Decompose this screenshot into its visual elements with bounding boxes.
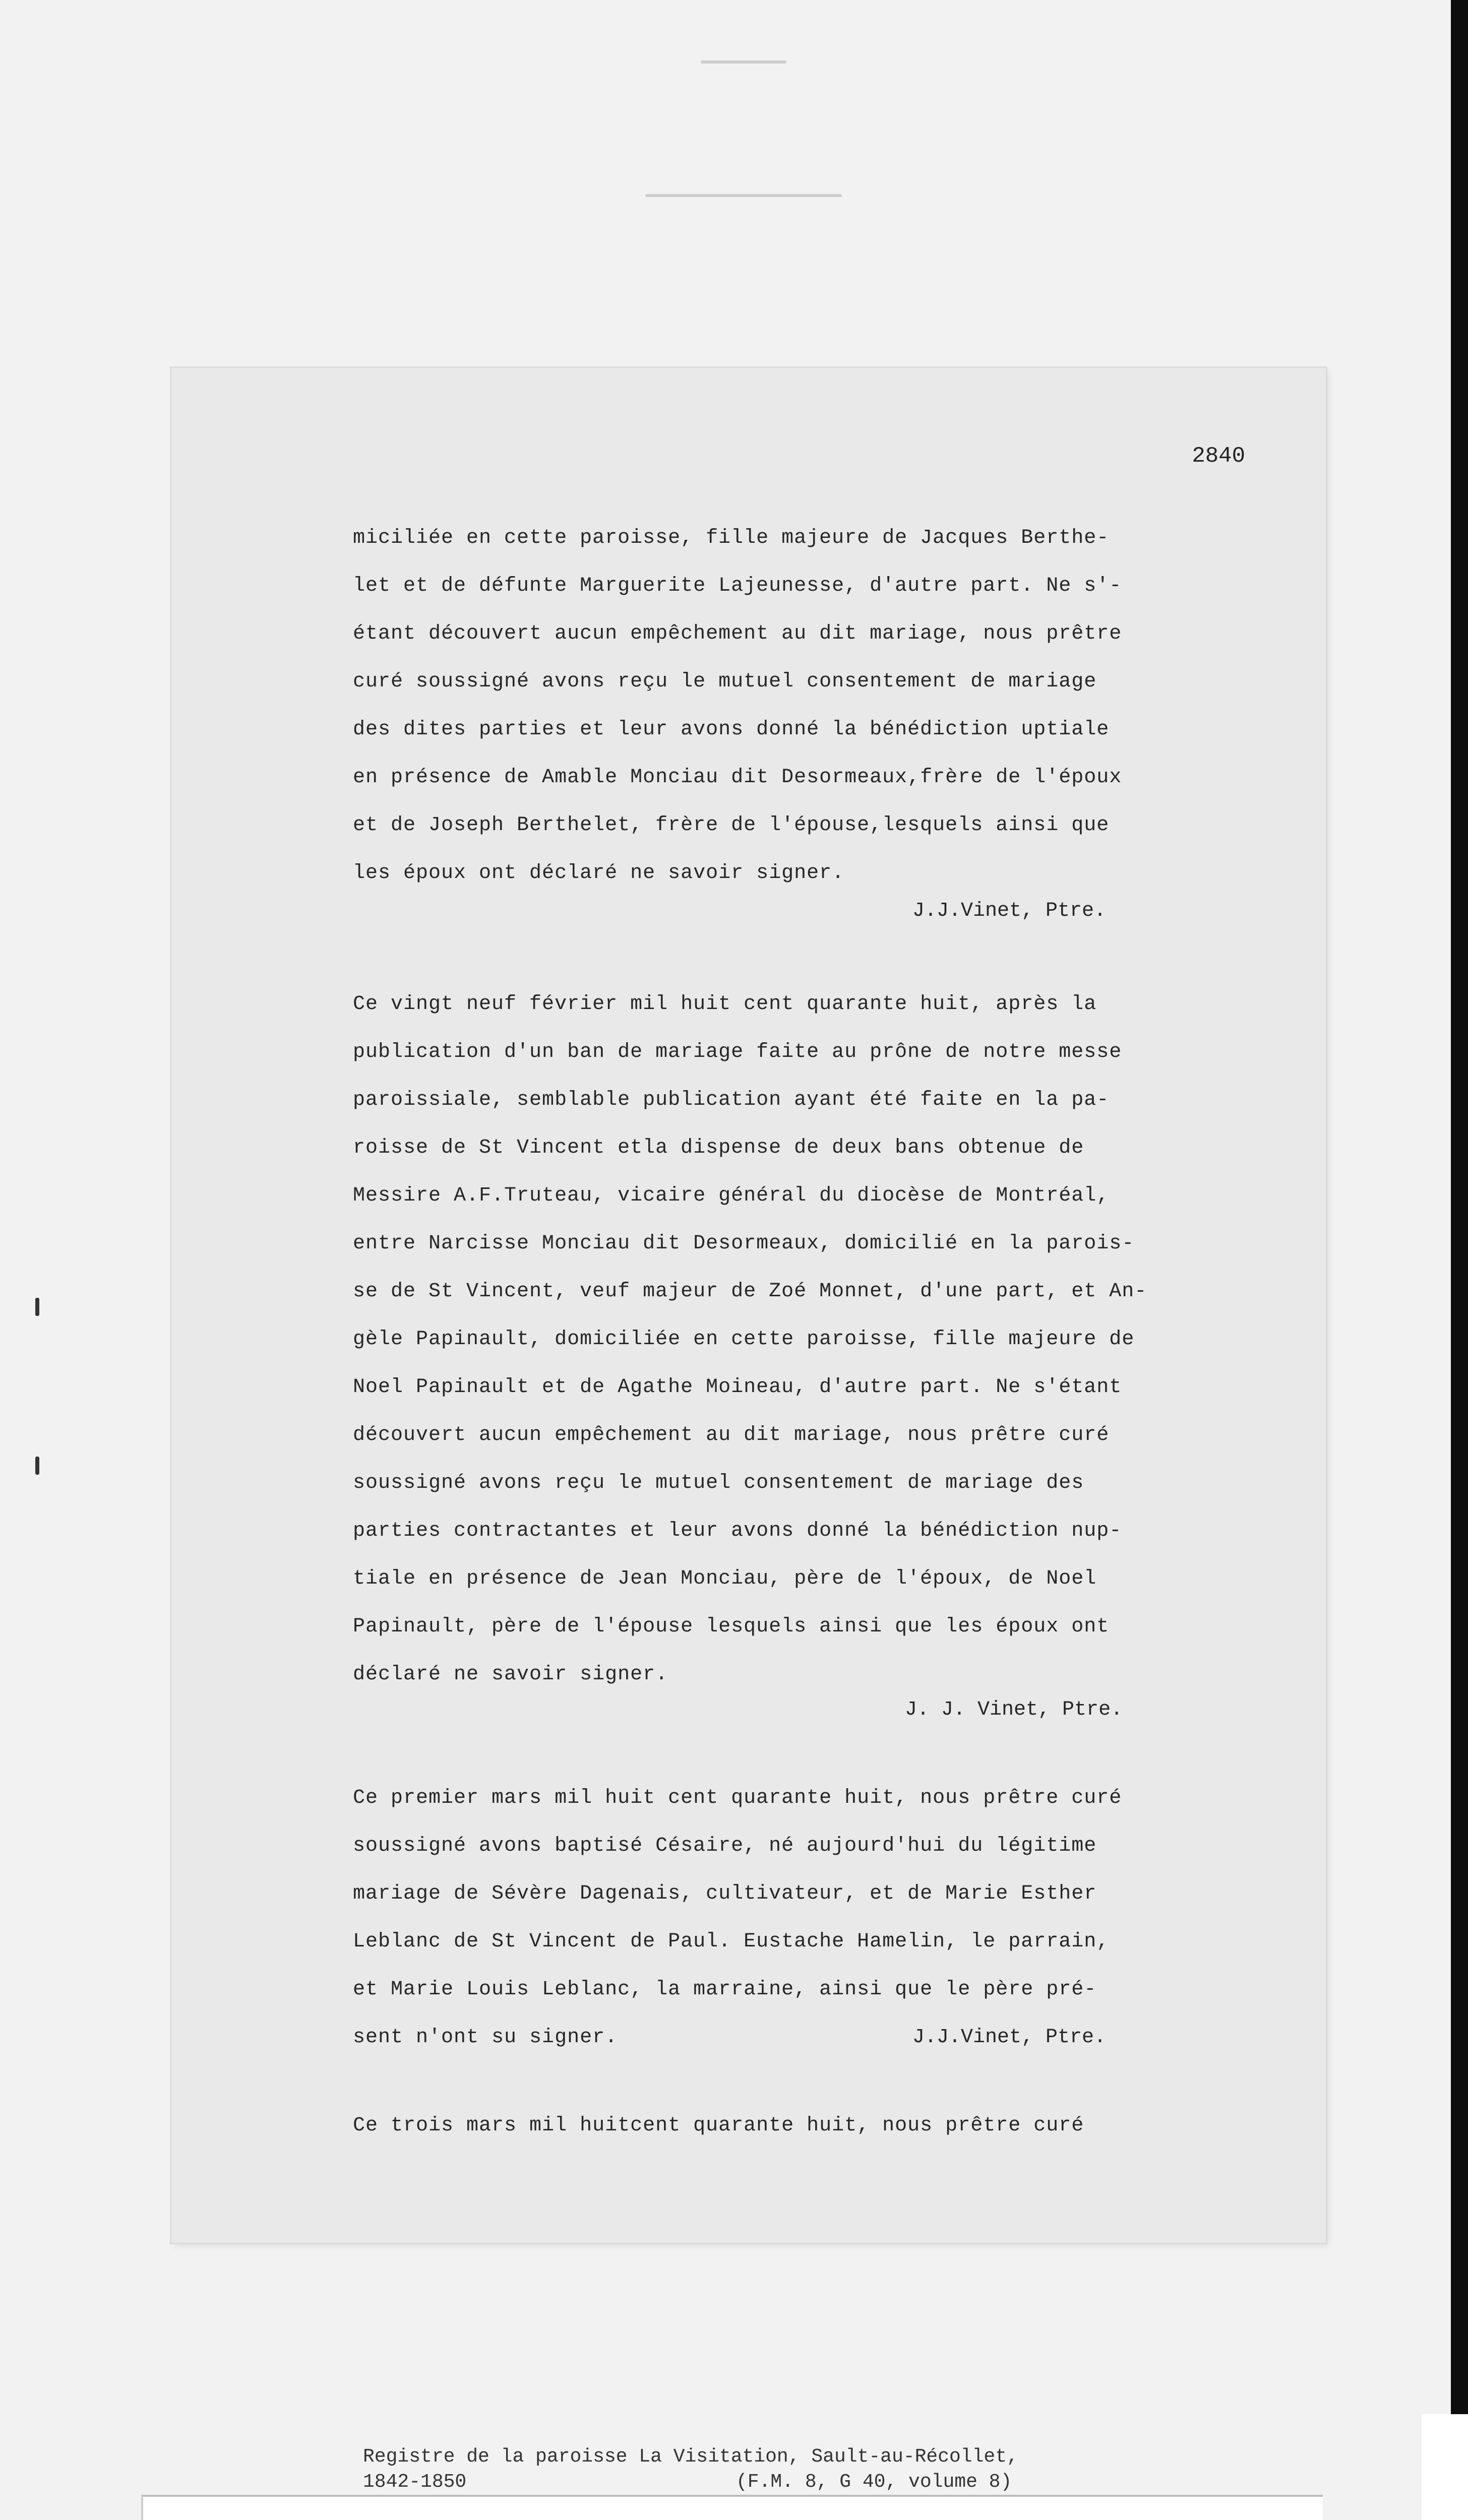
- text-line: sent n'ont su signer.: [353, 2026, 618, 2049]
- text-line: des dites parties et leur avons donné la bénédiction uptiale: [353, 718, 1110, 741]
- text-line: tiale en présence de Jean Monciau, père de l'époux, de Noel: [353, 1567, 1097, 1590]
- text-line: let et de défunte Marguerite Lajeunesse, d'autre part. Ne s'-: [353, 575, 1122, 597]
- scan-smudge: [645, 194, 842, 197]
- caption-register-title: Registre de la paroisse La Visitation, Sault-au-Récollet,: [363, 2446, 1018, 2468]
- text-line: étant découvert aucun empêchement au dit mariage, nous prêtre: [353, 622, 1122, 645]
- priest-signature: J.J.Vinet, Ptre.: [912, 2026, 1107, 2049]
- text-line: Messire A.F.Truteau, vicaire général du diocèse de Montréal,: [353, 1184, 1110, 1207]
- text-line: découvert aucun empêchement au dit mariage, nous prêtre curé: [353, 1424, 1110, 1446]
- text-line: roisse de St Vincent etla dispense de deux bans obtenue de: [353, 1137, 1084, 1159]
- microfilm-caption: [363, 2444, 1069, 2495]
- text-line: Ce premier mars mil huit cent quarante huit, nous prêtre curé: [353, 1787, 1122, 1809]
- scan-smudge: [701, 60, 786, 64]
- text-line: soussigné avons baptisé Césaire, né aujourd'hui du légitime: [353, 1835, 1097, 1857]
- document-page: [171, 368, 1326, 2243]
- caption-reference: (F.M. 8, G 40, volume 8): [736, 2471, 1012, 2493]
- text-line: paroissiale, semblable publication ayant été faite en la pa-: [353, 1089, 1110, 1111]
- entry-paragraph: [353, 2102, 1235, 2150]
- text-line: soussigné avons reçu le mutuel consentement de mariage des: [353, 1472, 1084, 1494]
- text-line: parties contractantes et leur avons donné la bénédiction nup-: [353, 1520, 1122, 1542]
- scan-right-edge: [1451, 0, 1468, 2414]
- priest-signature: J. J. Vinet, Ptre.: [905, 1698, 1123, 1721]
- entry-paragraph: [353, 514, 1235, 897]
- entry-paragraph: [353, 1774, 1235, 2061]
- scan-margin-mark: [35, 1457, 39, 1475]
- archive-stamp-card: [141, 2495, 1323, 2520]
- text-line: Ce trois mars mil huitcent quarante huit, nous prêtre curé: [353, 2114, 1084, 2137]
- text-line: Leblanc de St Vincent de Paul. Eustache Hamelin, le parrain,: [353, 1930, 1110, 1953]
- text-line: gèle Papinault, domiciliée en cette paroisse, fille majeure de: [353, 1328, 1135, 1351]
- priest-signature: J.J.Vinet, Ptre.: [912, 900, 1107, 922]
- text-line: les époux ont déclaré ne savoir signer.: [353, 862, 845, 885]
- entry-paragraph: [353, 980, 1235, 1698]
- text-line: Papinault, père de l'épouse lesquels ainsi que les époux ont: [353, 1615, 1110, 1638]
- page-number: 2840: [1192, 444, 1245, 469]
- text-line: curé soussigné avons reçu le mutuel consentement de mariage: [353, 670, 1097, 693]
- caption-row: [363, 2470, 1069, 2495]
- text-line: en présence de Amable Monciau dit Desormeaux,frère de l'époux: [353, 766, 1122, 789]
- text-line: Noel Papinault et de Agathe Moineau, d'autre part. Ne s'étant: [353, 1376, 1122, 1399]
- text-line: et Marie Louis Leblanc, la marraine, ainsi que le père pré-: [353, 1978, 1097, 2001]
- text-line: déclaré ne savoir signer.: [353, 1663, 668, 1686]
- scan-bottom-right-edge: [1422, 2414, 1468, 2520]
- text-line: se de St Vincent, veuf majeur de Zoé Monnet, d'une part, et An-: [353, 1280, 1147, 1303]
- text-line: entre Narcisse Monciau dit Desormeaux, domicilié en la parois-: [353, 1232, 1135, 1255]
- text-line: publication d'un ban de mariage faite au prône de notre messe: [353, 1041, 1122, 1063]
- caption-years: 1842-1850: [363, 2471, 467, 2493]
- text-line: et de Joseph Berthelet, frère de l'épouse,lesquels ainsi que: [353, 814, 1110, 837]
- text-line: mariage de Sévère Dagenais, cultivateur, et de Marie Esther: [353, 1882, 1097, 1905]
- text-line: Ce vingt neuf février mil huit cent quarante huit, après la: [353, 993, 1097, 1016]
- text-line: miciliée en cette paroisse, fille majeure de Jacques Berthe-: [353, 527, 1110, 549]
- scan-margin-mark: [35, 1298, 39, 1316]
